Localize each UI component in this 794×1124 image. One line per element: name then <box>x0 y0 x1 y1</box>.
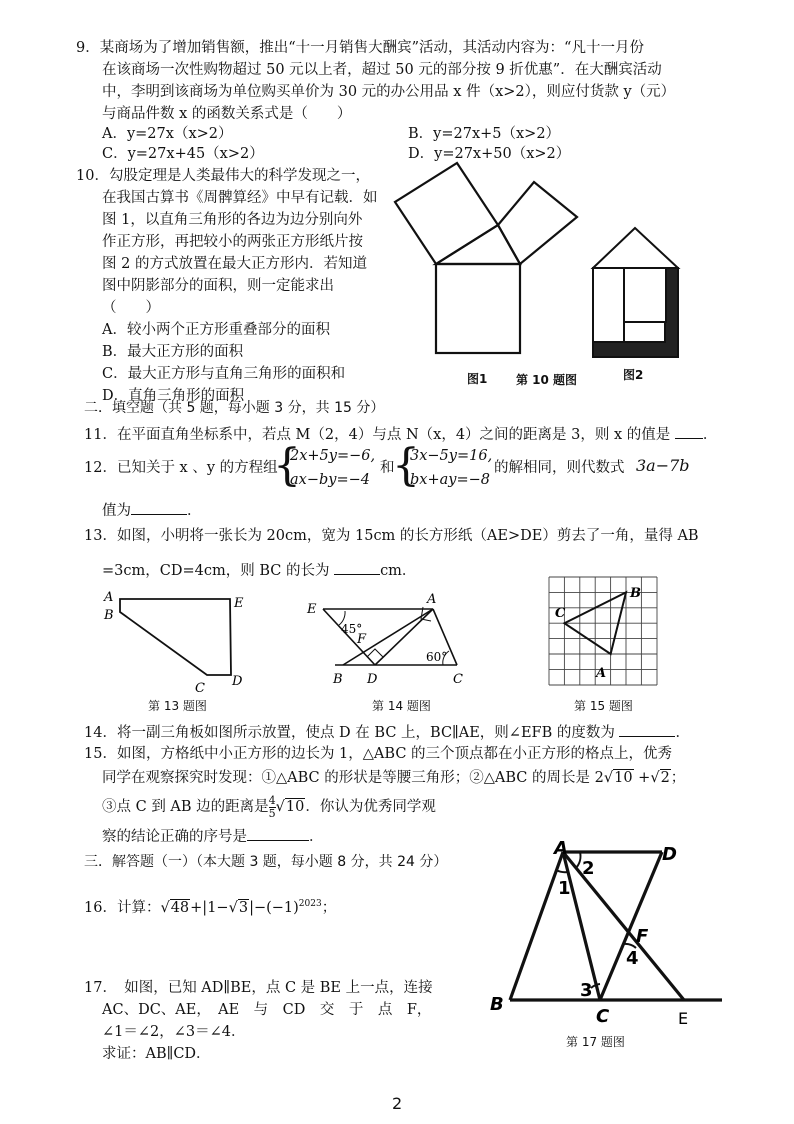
q12-prefix: 12．已知关于 x 、y 的方程组 <box>84 460 278 476</box>
q13-stem: =3cm，CD=4cm，则 BC 的长为 <box>102 563 330 579</box>
section-3-heading: 三．解答题（一）（本大题 3 题，每小题 8 分，共 24 分） <box>84 854 448 870</box>
q10-line6: 图中阴影部分的面积，则一定能求出 <box>102 278 334 294</box>
q14-answer-blank[interactable] <box>619 722 675 737</box>
q16-radicand-48: 48 <box>170 899 190 916</box>
q14-label-a: A <box>427 592 437 607</box>
q16-prefix: 16．计算： <box>84 899 161 916</box>
q17-label-a: A <box>554 838 568 859</box>
q12-brace-2: { <box>392 440 420 491</box>
q14-angle-60: 60° <box>426 650 448 664</box>
q10-line5: 图 2 的方式放置在最大正方形内．若知道 <box>102 256 367 272</box>
q14-label-d: D <box>367 672 378 687</box>
q12-eq2: ax−by=−4 <box>290 472 370 488</box>
q14-stem: 14．将一副三角板如图所示放置，使点 D 在 BC 上，BC∥AE，则∠EFB 的度数为 <box>84 725 615 741</box>
q9-option-c: C．y=27x+45（x>2） <box>102 146 264 162</box>
q17-caption: 第 17 题图 <box>566 1035 625 1049</box>
q12-and: 和 <box>380 460 395 476</box>
q15-end: ． <box>309 829 324 845</box>
q11-end: ． <box>702 427 718 443</box>
q12-line2 <box>102 500 202 521</box>
q12-eq4: bx+ay=−8 <box>410 472 490 488</box>
q14-end: ． <box>675 725 690 741</box>
q15-line2-text: 同学在观察探究时发现：①△ABC 的形状是等腰三角形；②△ABC 的周长是 2 <box>102 770 604 786</box>
q14-label-b: B <box>333 672 343 687</box>
q16-sqrt3: √3 <box>228 899 249 916</box>
q10-figure-title: 第 10 题图 <box>516 373 578 387</box>
q15-line3-tail: ．你认为优秀同学观 <box>305 799 436 815</box>
q14-label-e: E <box>307 602 317 617</box>
q9-option-d: D．y=27x+50（x>2） <box>408 146 571 162</box>
q10-option-d: D．直角三角形的面积 <box>102 388 245 404</box>
q17-line3: ∠1＝∠2，∠3＝∠4． <box>102 1024 246 1040</box>
q9-option-b: B．y=27x+5（x>2） <box>408 126 561 142</box>
q12-end: ． <box>187 503 202 519</box>
q10-line4: 作正方形，再把较小的两张正方形纸片按 <box>102 234 363 250</box>
q9-line4: 与商品件数 x 的函数关系式是（ ） <box>102 106 352 122</box>
q12-post: 的解相同，则代数式 <box>494 460 625 476</box>
q10-line3: 图 1，以直角三角形的各边为边分别向外 <box>102 212 363 228</box>
q15-radicand-2: 2 <box>660 770 670 786</box>
q11-stem: 11．在平面直角坐标系中，若点 M（2，4）与点 N（x，4）之间的距离是 3，则 x 的值是 <box>84 427 671 443</box>
q13-label-b: B <box>104 608 114 623</box>
q15-sqrt2: √2 <box>650 770 670 786</box>
q14-text <box>84 722 690 743</box>
q15-line3 <box>102 794 436 820</box>
q12-value-label: 值为 <box>102 503 131 519</box>
q12-brace-1: { <box>273 440 301 491</box>
q15-line4 <box>102 826 324 847</box>
q10-line7: （ ） <box>102 300 160 316</box>
q13-unit: cm． <box>380 563 417 579</box>
q15-answer-blank[interactable] <box>247 826 309 841</box>
page-number: 2 <box>392 1094 403 1113</box>
q17-angle-2: 2 <box>582 858 595 879</box>
q15-caption: 第 15 题图 <box>574 699 633 713</box>
q13-figure <box>100 585 260 695</box>
section-2-heading: 二．填空题（共 5 题，每小题 3 分，共 15 分） <box>84 400 385 416</box>
q12-expression: 3a−7b <box>636 456 690 475</box>
q16-end: ； <box>321 899 337 916</box>
q15-label-a: A <box>596 666 607 681</box>
q15-frac-den: 5 <box>268 806 276 820</box>
q15-fraction <box>269 795 276 820</box>
q9-line3: 中，李明到该商场为单位购买单价为 30 元的办公用品 x 件（x>2），则应付货款 y（元） <box>102 84 676 100</box>
q13-answer-blank[interactable] <box>334 560 380 575</box>
q10-option-b: B．最大正方形的面积 <box>102 344 244 360</box>
q15-sqrt10-b: √10 <box>275 799 305 815</box>
q15-line1: 15．如图，方格纸中小正方形的边长为 1，△ABC 的三个顶点都在小正方形的格点上，优秀 <box>84 746 673 762</box>
q15-radicand-10-b: 10 <box>285 799 305 815</box>
q12-answer-blank[interactable] <box>131 500 187 515</box>
q17-angle-4: 4 <box>626 948 639 969</box>
q10-fig1-caption: 图1 <box>467 372 488 386</box>
q14-figure <box>305 592 475 697</box>
q10-fig2-caption: 图2 <box>623 368 644 382</box>
q17-line1: 17． 如图，已知 AD∥BE，点 C 是 BE 上一点，连接 <box>84 980 433 996</box>
q17-label-f: F <box>636 926 649 947</box>
q10-line2: 在我国古算书《周髀算经》中早有记载．如 <box>102 190 378 206</box>
q13-label-e: E <box>234 596 244 611</box>
q13-caption: 第 13 题图 <box>148 699 207 713</box>
q17-figure <box>488 838 724 1038</box>
q10-figure-2 <box>590 225 690 365</box>
q12-eq3: 3x−5y=16, <box>410 448 493 464</box>
q16-exponent: 2023 <box>298 899 322 909</box>
q15-semicolon: ； <box>670 770 686 786</box>
q11-answer-blank[interactable] <box>675 424 703 439</box>
q15-plus: + <box>633 770 651 786</box>
q12-eq1: 2x+5y=−6, <box>290 448 376 464</box>
q15-line3-text: ③点 C 到 AB 边的距离是 <box>102 799 269 815</box>
q14-label-f: F <box>357 632 367 647</box>
q17-line4: 求证：AB∥CD． <box>102 1046 211 1062</box>
q10-line1: 10．勾股定理是人类最伟大的科学发现之一， <box>76 168 370 184</box>
q17-label-d: D <box>662 844 677 865</box>
q14-angle-45: 45° <box>341 622 363 636</box>
q16-radicand-3: 3 <box>238 899 249 916</box>
q9-line1: 9．某商场为了增加销售额，推出“十一月销售大酬宾”活动，其活动内容为：“凡十一月份 <box>76 40 644 56</box>
q15-sqrt10: √10 <box>603 770 633 786</box>
q13-label-a: A <box>104 590 114 605</box>
q15-label-b: B <box>630 586 641 601</box>
q10-option-c: C．最大正方形与直角三角形的面积和 <box>102 366 346 382</box>
q17-line2: AC、DC、AE， AE 与 CD 交 于 点 F， <box>102 1002 432 1018</box>
q16-text <box>84 894 336 918</box>
q13-label-d: D <box>232 674 243 689</box>
q17-angle-3: 3 <box>580 980 593 1001</box>
q13-label-c: C <box>195 681 205 696</box>
q17-label-e: E <box>678 1009 689 1028</box>
q15-figure <box>549 577 659 689</box>
q17-label-c: C <box>596 1006 610 1027</box>
q9-line2: 在该商场一次性购物超过 50 元以上者，超过 50 元的部分按 9 折优惠”．在大酬宾活动 <box>102 62 662 78</box>
q13-line1: 13．如图，小明将一张长为 20cm，宽为 15cm 的长方形纸（AE>DE）剪去了一角，量得 AB <box>84 528 699 544</box>
q15-stem: 察的结论正确的序号是 <box>102 829 247 845</box>
q15-line2 <box>102 768 685 788</box>
q16-sqrt48: √48 <box>160 899 190 916</box>
q10-option-a: A．较小两个正方形重叠部分的面积 <box>102 322 330 338</box>
q9-option-a: A．y=27x（x>2） <box>102 126 233 142</box>
q17-label-b: B <box>490 994 504 1015</box>
q16-mid1: +|1− <box>190 899 229 916</box>
q13-line2 <box>102 560 416 581</box>
q14-label-c: C <box>453 672 463 687</box>
q15-label-c: C <box>555 606 566 621</box>
q16-mid2: |−(−1) <box>249 899 299 916</box>
q15-frac-num: 4 <box>268 793 276 807</box>
q14-caption: 第 14 题图 <box>372 699 431 713</box>
q17-angle-1: 1 <box>558 878 571 899</box>
q15-radicand-10: 10 <box>614 770 633 786</box>
